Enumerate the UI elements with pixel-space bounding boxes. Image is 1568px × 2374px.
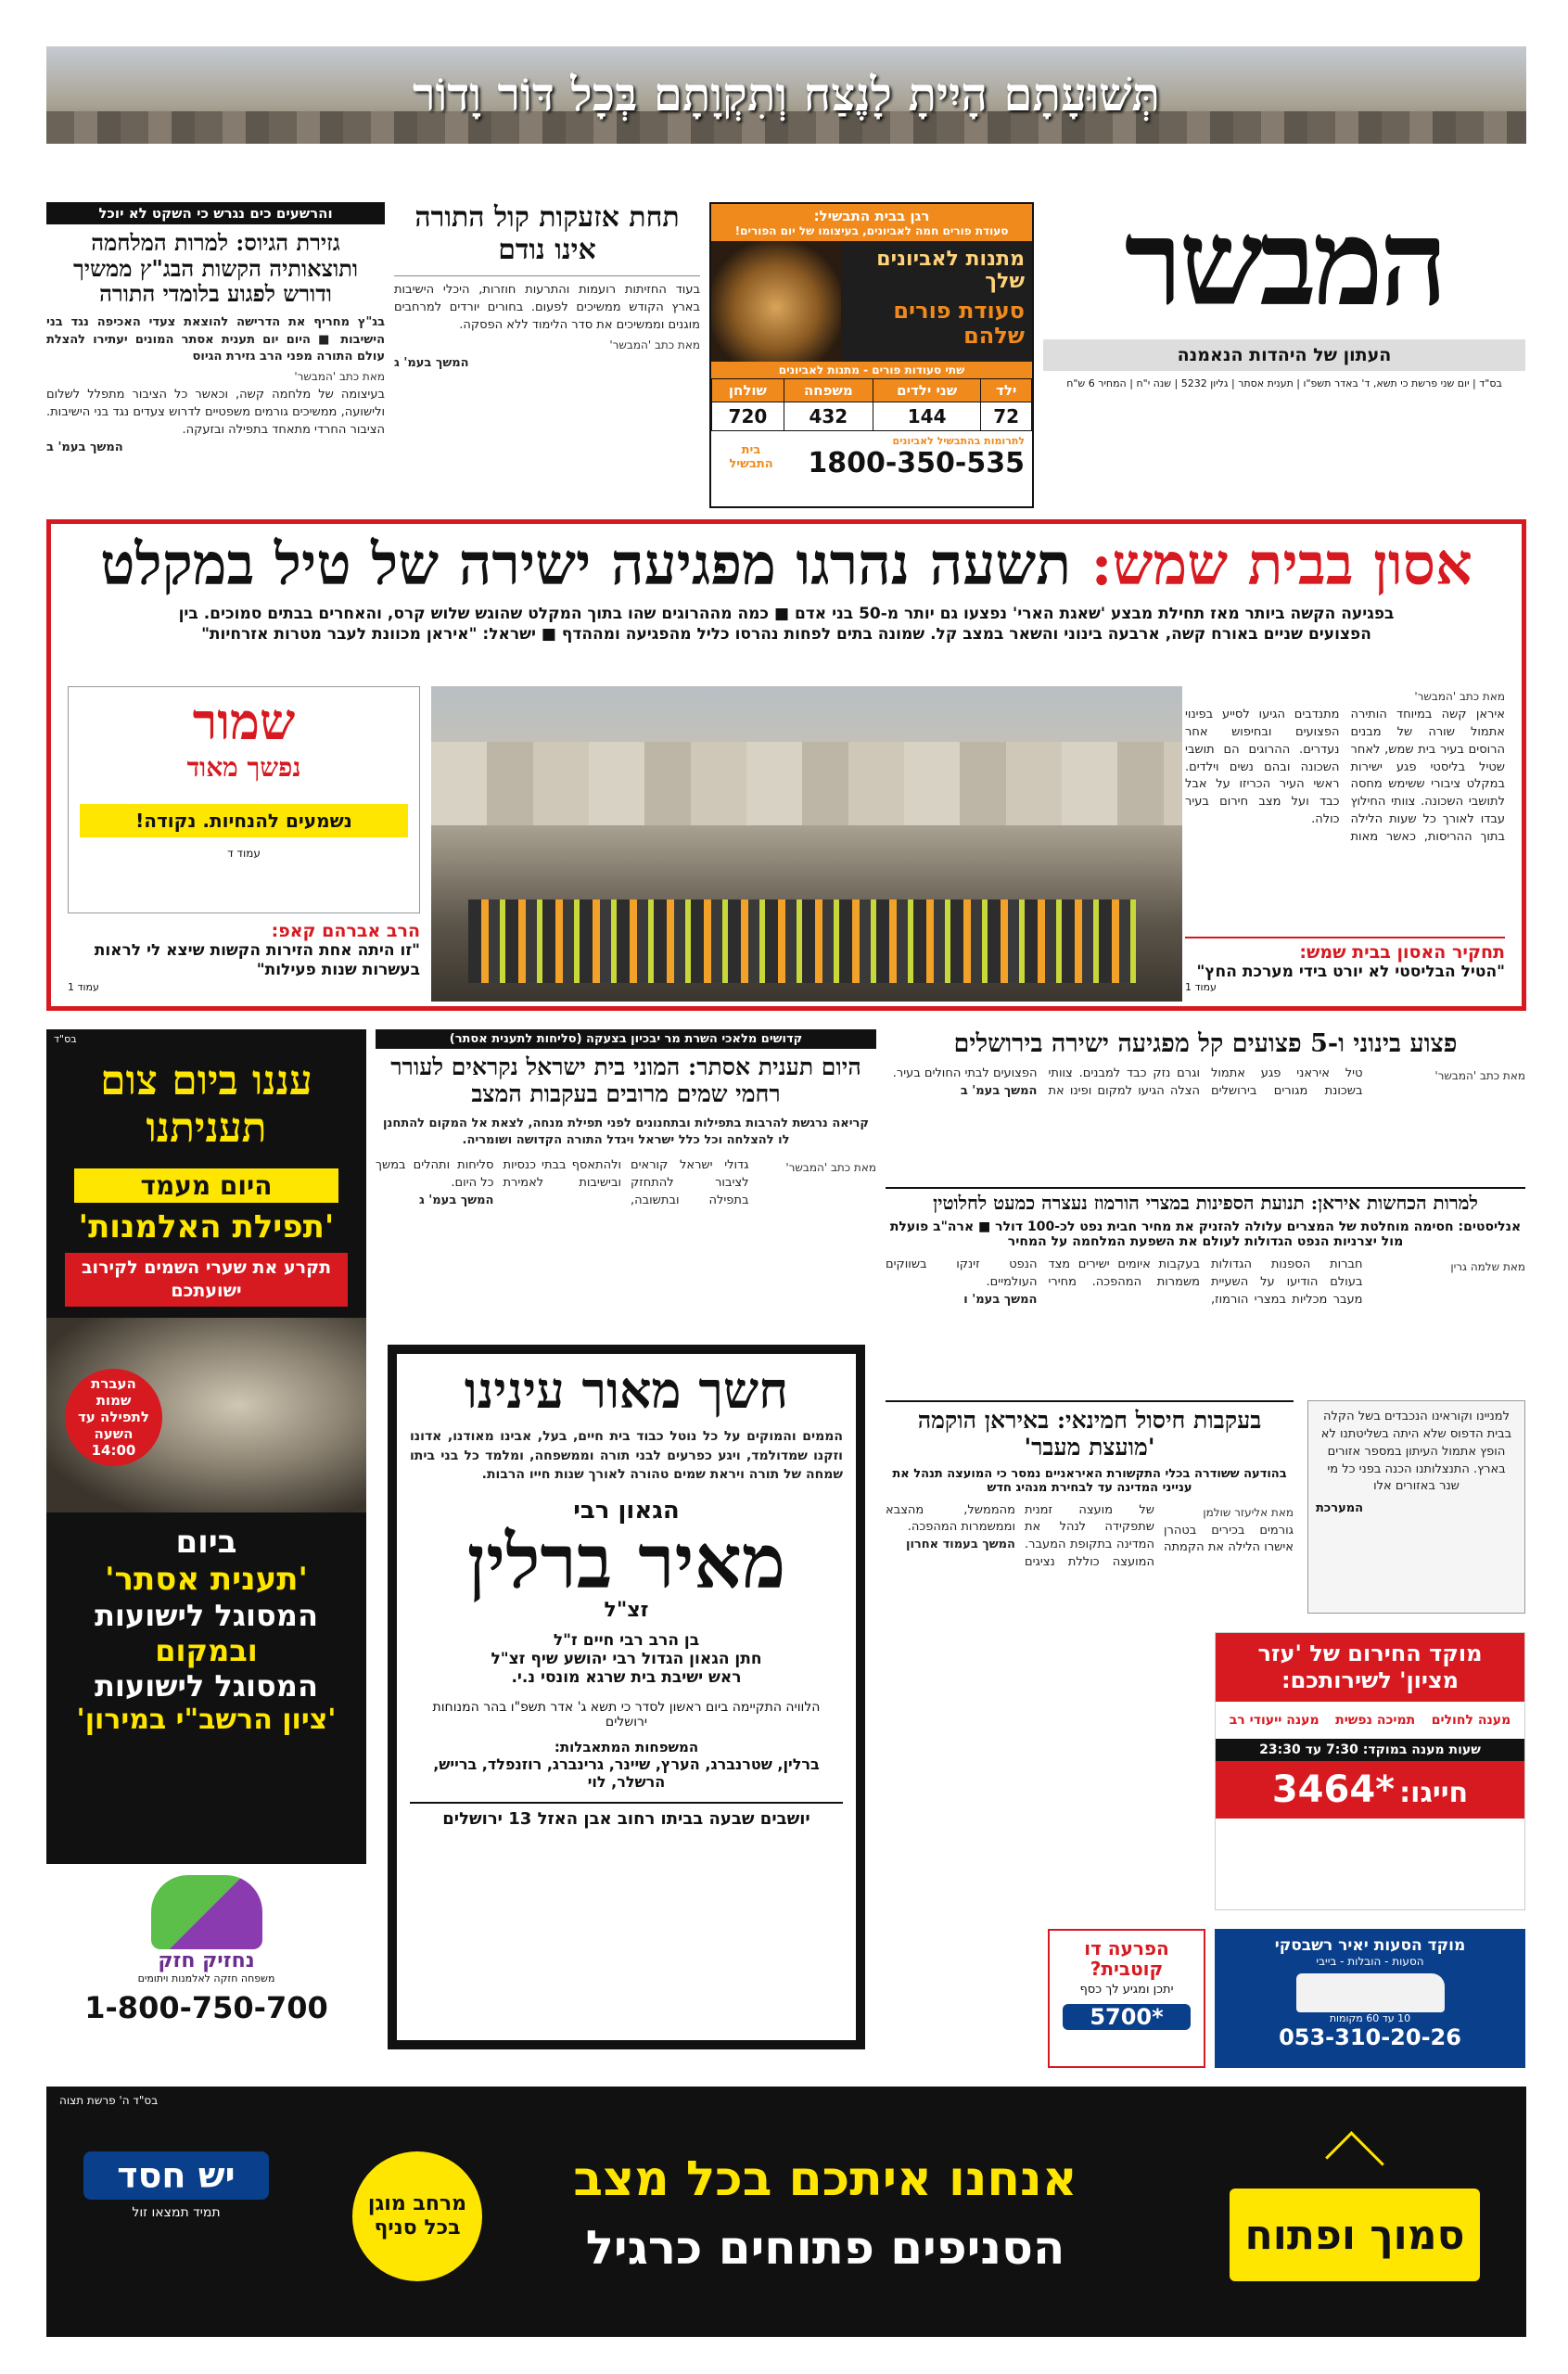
ezer-phone[interactable]: *3464 [1271, 1768, 1396, 1811]
footer-ad[interactable]: בס"ד ה' פרשת תצוה אנחנו איתכם בכל מצב הסניפים פתוחים כרגיל מרחב מוגן בכל סניף יש חסד תמיד תמצאו זול סמוך ופתוח [46, 2087, 1526, 2337]
khamenei-more[interactable]: המשך בעמוד אחרון [905, 1538, 1015, 1552]
purim-ad[interactable]: רגן בבית התבשיל: סעודת פורים חמה לאביונים, בעיצומו של יום הפורים! מתנות לאביונים שלך סעודת פורים שלהם שתי סעודות פורים - מתנות לאביונים ילד שני ילדים משפחה שולחן 72 144 432 720 לתרומות בהתבשיל לאביונים 1800-350-535 בית התבשיל [709, 202, 1034, 508]
lead-story: אסון בבית שמש: תשעה נהרגו מפגיעה ישירה של טיל במקלט בפגיעה הקשה ביותר מאז תחילת מבצע 'שאגת הארי' נפצעו גם יותר מ-50 בני אדם ■ כמה מההרוגים שהו בתוך המקלט שהוגש שלוש קרס, והאחרים בבתים סמוכים. בין הפצועים שניים באורח קשה, ארבעה בינוני והשאר במצב קל. שמונה בתים לפחות נהרסו כליל מהפגיעה ומההדף ■ ישראל: "איראן מכוונת לעבר מטרות אזרחיות" מאת כתב 'המבשר' איראן קשה במיוחד הותירה אתמול שורה של מבנים הרוסים בעיר בית שמש, לאחר שטיל בליסטי פגע ישירות במקלט ציבורי ששימש מחסה לתושבי השכונה. צוותי החילוץ עבדו לאורך כל שעות הלילה בתוך ההריסות, כאשר מאות מתנדבים הגיעו לסייע בפינוי הפצועים ובחיפוש אחר נעדרים. ההרוגים הם תושבי השכונה ובהם נשים וילדים. ראשי העיר הכריזו על אבל כבד ועל מצב חירום בעיר כולה. תחקיר האסון בבית שמש: "הטיל הבליסטי לא יורט בידי מערכת החץ" עמוד 1 שמור נפשך מאוד נשמעים להנחיות. נקודה! עמוד ד הרב אברהם קאפ: "זו היתה אחת הזירות הקשות שיצא לי לראות בעשרות שנות פעילות" עמוד 1 [46, 519, 1526, 1011]
obituary-headline: חשך מאור עינינו [464, 1360, 789, 1420]
purim-ad-line2: סעודת פורים שלהם [893, 298, 1025, 349]
masthead-dateline: בס"ד | יום שני פרשת כי תשא, ד' באדר תשפ"ו | תענית אסתר | גליון 5232 | שנה י"ח | המחיר 6 ש"ח [1066, 377, 1502, 389]
lead-photo-rubble [431, 686, 1182, 1002]
fasting-ad-arch-photo [46, 1318, 366, 1512]
lead-sub1: בפגיעה הקשה ביותר מאז תחילת מבצע 'שאגת הארי' נפצעו גם יותר מ-50 בני אדם ■ כמה מההרוגים שהו בתוך המקלט שהוגש שלוש קרס, והאחרים בבתים סמוכים. בין [178, 605, 1395, 624]
fasting-ad-phone[interactable]: 1-800-750-700 [84, 1990, 328, 2025]
ezer-mitzion-ad[interactable]: מוקד החירום של 'עזר מציון' לשירותכם: מענה לחולים תמיכה נפשית מענה ייעודי רב שעות מענה במוקד: 7:30 עד 23:30 חייגו: *3464 [1215, 1632, 1525, 1910]
hormuz-headline: למרות הכחשות איראן: תנועת הספינות במצרי הורמוז נעצרה כמעט לחלוטין [933, 1192, 1478, 1214]
fast-day-more[interactable]: המשך בעמ' ג [418, 1193, 494, 1207]
inquiry-box[interactable]: תחקיר האסון בבית שמש: "הטיל הבליסטי לא יורט בידי מערכת החץ" עמוד 1 [1185, 937, 1505, 1002]
transport-ad[interactable]: מוקד הסעות יאיר רשבסקי הסעות - הובלות - בייבי 10 עד 60 מקומות 053-310-20-26 [1215, 1929, 1525, 2068]
story-khamenei: בעקבות חיסול חמינאי: באיראן הוקמה 'מועצת מעבר' בהודעה ששודרה בכלי התקשורת האיראניים נמסר כי המועצה תנהל את ענייני המדינה עד לבחירת מנהיג חדש מאת אליעזר שולמן גורמים בכירים בטהרן אישרו הלילה את הקמתה של מועצה זמנית שתפקידה לנהל את המדינה בתקופת המעבר. המועצה כוללת נציגים מהממשל, מהצבא וממשמרות המהפכה. המשך בעמוד אחרון [886, 1400, 1294, 1929]
obituary-notice: חשך מאור עינינו הממים והמוקים על כל נוטל כבוד בית חיים, בעל, אבינו מאודנו, אדונו וזקנו שמדולמד, ויגע כפרעים לבני תורה וממשפחה, ומלמד כל בני ביתו שמחה של תורה ויראת שמים טהורה לאורך שנות חייו הרבות. הגאון רבי מאיר ברלין זצ"ל בן הרב רבי חיים ז"ל חתן הגאון הגדול רבי יהושע שיף זצ"ל ראש ישיבת בית שרגא מונסי נ.י. הלוויה התקיימה ביום ראשון לסדר כי תשא ג' אדר תשפ"ו בהר המנוחות ירושלים המשפחות המתאבלות: ברלין, שטרנברג, הערץ, שיינר, גרינברג, רוזנפלד, ברייש, הרשלר, לוי יושבים שבעה בביתו רחוב אבן האזל 13 ירושלים [388, 1345, 865, 2049]
hanging-sign-icon [1325, 2131, 1384, 2190]
van-image [1296, 1973, 1445, 2012]
story-draft-kicker: והרשעים כים נגרש כי השקט לא יוכל [46, 202, 385, 224]
purim-ad-header: רגן בבית התבשיל: סעודת פורים חמה לאביונים, בעיצומו של יום הפורים! [711, 204, 1032, 241]
shelter-badge: מרחב מוגן בכל סניף [352, 2151, 482, 2281]
story-draft-more[interactable]: המשך בעמ' ב [46, 440, 123, 454]
story-torah-headline: תחת אזעקות קול התורה אינו נודם [414, 201, 680, 266]
purim-price-table: ילד שני ילדים משפחה שולחן 72 144 432 720 [711, 378, 1032, 431]
jerusalem-more[interactable]: המשך בעמ' ב [960, 1083, 1038, 1098]
heart-logo-icon [151, 1875, 262, 1949]
purim-ad-line1: מתנות לאביונים שלך [876, 248, 1025, 294]
transport-phone[interactable]: 053-310-20-26 [1279, 2024, 1461, 2050]
food-image [711, 241, 841, 362]
purim-phone[interactable]: 1800-350-535 [808, 447, 1025, 479]
masthead-tagline: העתון של היהדות הנאמנה [1043, 339, 1525, 371]
obituary-name: מאיר ברלין [466, 1518, 786, 1606]
story-torah-more[interactable]: המשך בעמ' ג [394, 355, 469, 370]
editorial-notice: למניינו וקוראינו הנכבדים בשל הקלה בבית הדפוס שלא היתה בשליטתנו לא הופץ אתמול העיתון במספר אזורים בארץ. התנצלותנו הכנה בפני כל מי שנר באזורים אלו המערכת [1307, 1400, 1525, 1614]
top-banner [46, 46, 1526, 144]
shomer-box: שמור נפשך מאוד נשמעים להנחיות. נקודה! עמוד ד [68, 686, 420, 913]
masthead-title: המבשר [1124, 194, 1445, 333]
khamenei-headline: בעקבות חיסול חמינאי: באיראן הוקמה 'מועצת מעבר' [917, 1407, 1262, 1461]
obituary-shiva: יושבים שבעה בביתו רחוב אבן האזל 13 ירושלים [410, 1802, 843, 1829]
masthead [1043, 194, 1525, 491]
purim-table-title: שתי סעודות פורים - מתנות לאביונים [711, 362, 1032, 378]
story-torah-sirens: תחת אזעקות קול התורה אינו נודם בעוד החזיתות רועמות והתרעות חוזרות, היכלי הישיבות בארץ הקודש ממשיכים לפעום. בחורים יורדים למרחבים מוגנים וממשיכים את סדר הלימוד ללא הפסקה. מאת כתב 'המבשר' המשך בעמ' ג [394, 202, 700, 508]
story-hormuz: למרות הכחשות איראן: תנועת הספינות במצרי הורמוז נעצרה כמעט לחלוטין אנליסטים: חסימה מוחלטת של המצרים עלולה להזניק את מחיר חבית נפט לכ-100 דולר ■ ארה"ב פועלת מול יצרניות הנפט הגדולות לעולם את השפעת המלחמה על המחיר מאת שלמה גרין חברות הספנות הגדולות בעולם הודיעו על השעיית מעבר מכליות במצרי הורמוז, בעקבות איומים ישירים מצד משמרות המהפכה. מחירי הנפט זינקו בשווקים העולמיים. המשך בעמ' ו [886, 1187, 1525, 1396]
banner-slogan: תְּשׁוּעָתָם הָיִיתָ לָנֶצַח וְתִקְוָתָם בְּכָל דּוֹר וָדוֹר [412, 67, 1161, 121]
fasting-ad-title: עננו ביום צום תעניתנו [100, 1057, 312, 1152]
story-draft: והרשעים כים נגרש כי השקט לא יוכל גזירת הגיוס: למרות המלחמה ותוצאותיה הקשות הבג"ץ ממשיך ודורש לפגוע בלומדי התורה בג"ץ מחריף את הדרישה להוצאת צעדי האכיפה נגד בני הישיבות ■ היום יום תענית אסתר המונים יעתירו להצלת עולם התורה מפני הרב גזירת הגיוס מאת כתב 'המבשר' בעיצומה של מלחמה קשה, וכאשר כל הציבור מתפלל לשלום ולישועה, ממשיכים גורמים משפטיים לדרוש צעדים נגד בני הישיבות. הציבור החרדי מתאחד בתפילה ובזעקה. המשך בעמ' ב [46, 202, 385, 508]
lead-headline: אסון בבית שמש: תשעה נהרגו מפגיעה ישירה של טיל במקלט [100, 530, 1472, 598]
brand-yesh-logo: יש חסד תמיד תמצאו זול [83, 2151, 269, 2272]
quote-box[interactable]: הרב אברהם קאפ: "זו היתה אחת הזירות הקשות שיצא לי לראות בעשרות שנות פעילות" עמוד 1 [68, 921, 420, 993]
jerusalem-headline: פצוע בינוני ו-5 פצועים קל מפגיעה ישירה בירושלים [953, 1029, 1458, 1058]
kupah-phone[interactable]: *5700 [1063, 2004, 1191, 2030]
story-fast-day: קדושים מלאכי השרת מר יבכיון בצעקה (סליחות לתענית אסתר) היום תענית אסתר: המוני בית ישראל נקראים לעורר רחמי שמים מרובים בעקבות המצב קריאה נרגשת להרבות בתפילות ובתחנונים לפני תפילת מנחה, לצאת אל המקום להתחנן לו להצלחה וכל כלל ישראל ויגדל התורה הקדושה ושומריה. מאת כתב 'המבשר' גדולי ישראל קוראים לציבור להתחזק בתפילה ובתשובה, ולהתאסף בבתי כנסיות ובישיבות לאמירת סליחות ותהלים במשך כל היום. המשך בעמ' ג [376, 1029, 876, 1335]
lead-body: איראן קשה במיוחד הותירה אתמול שורה של מבנים הרוסים בעיר בית שמש, לאחר שטיל בליסטי פגע ישירות במקלט ציבורי ששימש מחסה לתושבי השכונה. צוותי החילוץ עבדו לאורך כל שעות הלילה בתוך ההריסות, כאשר מאות מתנדבים הגיעו לסייע בפינוי הפצועים ובחיפוש אחר נעדרים. ההרוגים הם תושבי השכונה ובהם נשים וילדים. ראשי העיר הכריזו על אבל כבד ועל מצב חירום בעיר כולה. [1185, 708, 1505, 844]
lead-photo-rescuers [468, 900, 1136, 983]
lead-sub2: הפצועים שניים באורח קשה, ארבעה בינוני והשאר במצב קל. שמונה בתים לפחות נהרסו כליל מהפגיעה ומההדף ■ ישראל: "איראן מכוונת לעבר מטרות אזרחיות" [201, 625, 1371, 645]
fasting-ad[interactable]: בס"ד עננו ביום צום תעניתנו היום מעמד 'תפילת האלמנות' תקרע את שערי השמים לקירוב ישועתכם העברת שמות לתפילה עד השעה 14:00 ביום 'תענית אסתר' המסוגל לישועות ובמקום המסוגל לישועות 'ציון הרשב"י במירון' נחזיק חזק משפחה חזקה לאלמנות ויתומים 1-800-750-700 [46, 1029, 366, 2049]
story-jerusalem: פצוע בינוני ו-5 פצועים קל מפגיעה ישירה בירושלים מאת כתב 'המבשר' טיל איראני פגע אתמול בשכונת מגורים בירושלים וגרם נזק כבד למבנים. צוותי הצלה הגיעו למקום ופינו את הפצועים לבתי החולים בעיר. המשך בעמ' ב [886, 1029, 1525, 1178]
lead-photo-buildings [431, 742, 1182, 825]
purim-org-logo: בית התבשיל [729, 443, 773, 471]
footer-line2: הסניפים פתוחים כרגיל [585, 2221, 1065, 2275]
kupah-ad[interactable]: הפרעה דו קוטבית? יתכן ומגיע לך כסף *5700 [1048, 1929, 1205, 2068]
fast-day-headline: היום תענית אסתר: המוני בית ישראל נקראים לעורר רחמי שמים מרובים בעקבות המצב [390, 1053, 861, 1107]
samuch-sign: סמוך ופתוח [1220, 2142, 1489, 2291]
fasting-ad-deadline-badge: העברת שמות לתפילה עד השעה 14:00 [65, 1369, 162, 1466]
story-draft-headline: גזירת הגיוס: למרות המלחמה ותוצאותיה הקשות הבג"ץ ממשיך ודורש לפגוע בלומדי התורה [72, 229, 359, 308]
fasting-ad-footer: נחזיק חזק משפחה חזקה לאלמנות ויתומים 1-800-750-700 [46, 1864, 366, 2049]
footer-line1: אנחנו איתכם בכל מצב [573, 2151, 1077, 2207]
hormuz-more[interactable]: המשך בעמ' ו [963, 1292, 1038, 1307]
